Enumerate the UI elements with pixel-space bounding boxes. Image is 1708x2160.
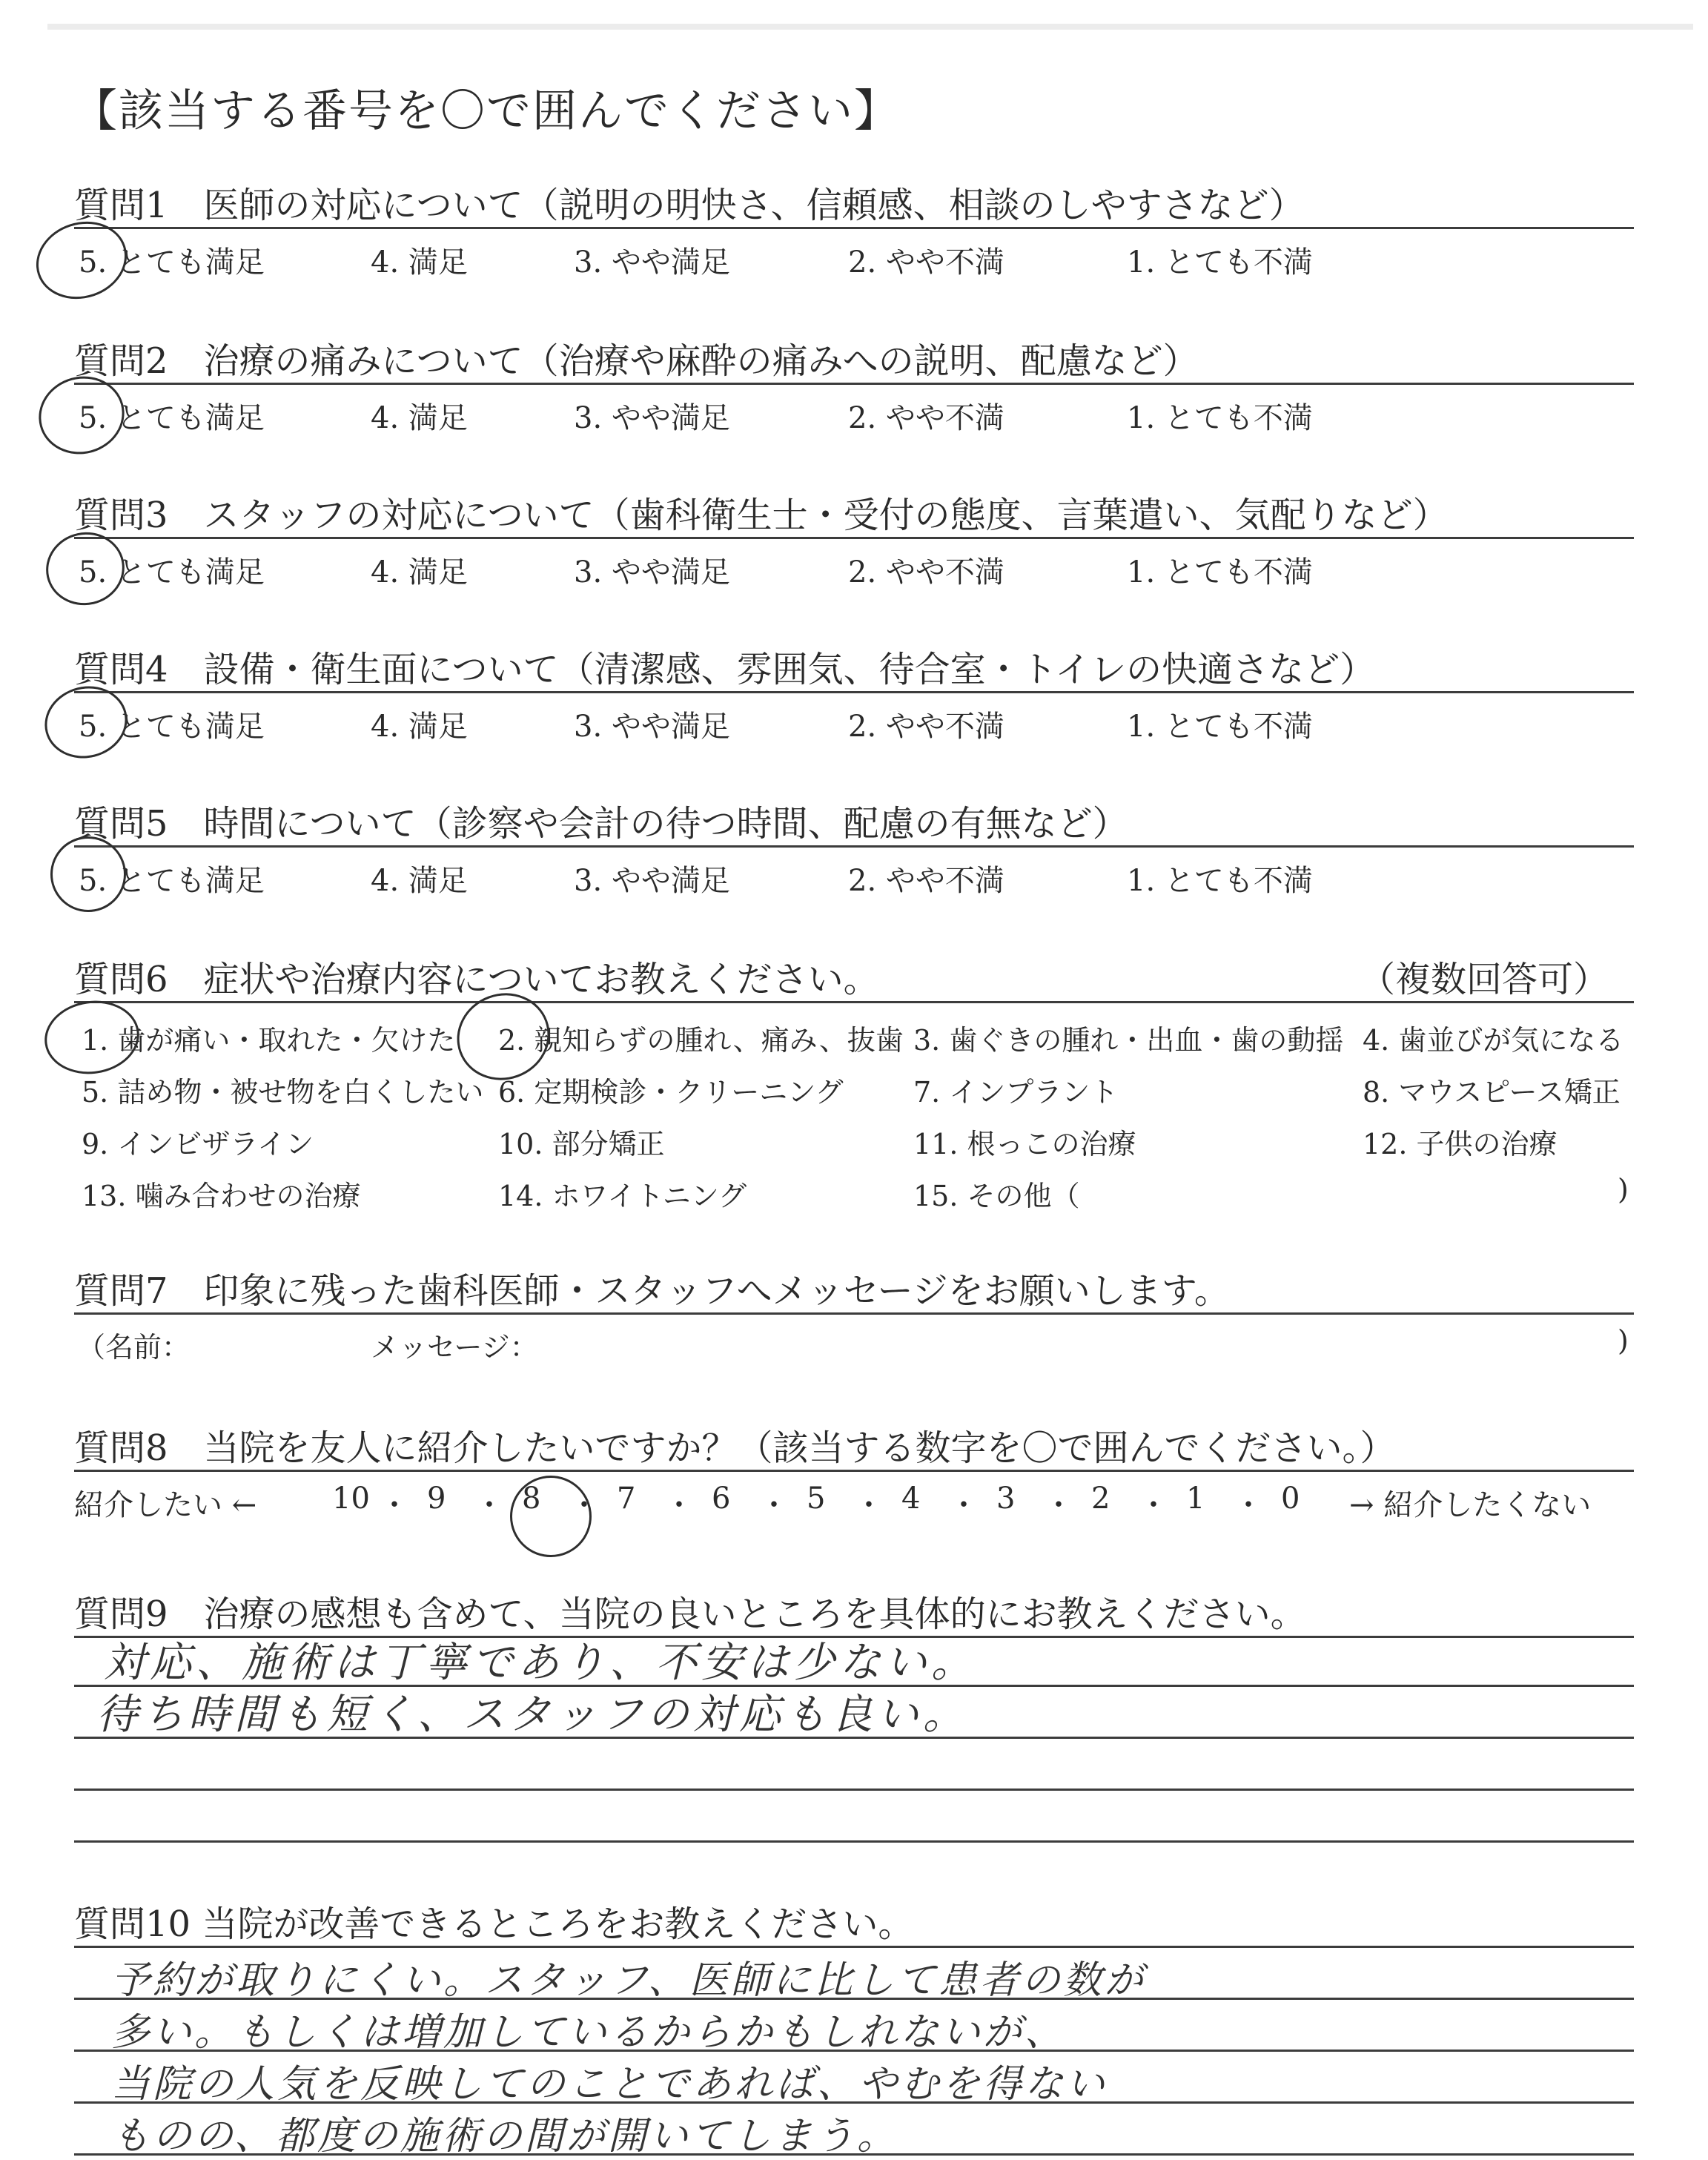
q8-scale-separator: ・ bbox=[474, 1488, 504, 1522]
q6-option-6[interactable]: 6. 定期検診・クリーニング bbox=[498, 1076, 844, 1109]
q8-scale-separator: ・ bbox=[759, 1488, 789, 1522]
q7-message-label: メッセージ： bbox=[371, 1331, 538, 1364]
q10-answer-line-4: ものの、都度の施術の間が開いてしまう。 bbox=[111, 2114, 898, 2159]
q8-scale-value[interactable]: 6 bbox=[712, 1482, 731, 1516]
question-7-rule bbox=[74, 1312, 1634, 1315]
q10-answer-line-2: 多い。もしくは増加しているからかもしれないが、 bbox=[111, 2010, 1067, 2055]
question-4-title: 質問4 設備・衛生面について（清潔感、雰囲気、待合室・トイレの快適さなど） bbox=[74, 649, 1376, 690]
q2-option-2[interactable]: 2. やや不満 bbox=[848, 401, 1004, 435]
question-8-rule bbox=[74, 1470, 1634, 1472]
q6-option-13[interactable]: 13. 噛み合わせの治療 bbox=[82, 1180, 361, 1212]
q8-scale-value[interactable]: 4 bbox=[901, 1482, 921, 1516]
q8-scale-separator: ・ bbox=[1139, 1488, 1168, 1522]
q7-close-paren: ) bbox=[1618, 1324, 1629, 1357]
question-1-title: 質問1 医師の対応について（説明の明快さ、信頼感、相談のしやすさなど） bbox=[74, 185, 1305, 226]
q8-right-label: → 紹介したくない bbox=[1349, 1488, 1592, 1522]
q6-option-11[interactable]: 11. 根っこの治療 bbox=[913, 1128, 1136, 1160]
q3-option-1[interactable]: 1. とても不満 bbox=[1127, 555, 1313, 589]
q6-option-5[interactable]: 5. 詰め物・被せ物を白くしたい bbox=[82, 1076, 484, 1109]
q8-scale-value[interactable]: 10 bbox=[332, 1482, 370, 1516]
question-2-title: 質問2 治療の痛みについて（治療や麻酔の痛みへの説明、配慮など） bbox=[74, 340, 1199, 382]
question-6-rule bbox=[74, 1001, 1634, 1003]
q6-option-1[interactable]: 1. 歯が痛い・取れた・欠けた bbox=[82, 1024, 456, 1057]
q1-option-3[interactable]: 3. やや満足 bbox=[574, 245, 730, 280]
q6-option-10[interactable]: 10. 部分矯正 bbox=[498, 1128, 665, 1160]
q2-option-3[interactable]: 3. やや満足 bbox=[574, 401, 730, 435]
question-9-line-4 bbox=[74, 1789, 1634, 1791]
instruction-heading: 【該当する番号を〇で囲んでください】 bbox=[73, 85, 900, 137]
q2-option-4[interactable]: 4. 満足 bbox=[371, 401, 468, 435]
q3-option-2[interactable]: 2. やや不満 bbox=[848, 555, 1004, 589]
question-9-title: 質問9 治療の感想も含めて、当院の良いところを具体的にお教えください。 bbox=[74, 1593, 1306, 1635]
question-6-title: 質問6 症状や治療内容についてお教えください。 bbox=[74, 959, 879, 1000]
q5-option-1[interactable]: 1. とても不満 bbox=[1127, 864, 1313, 898]
q8-scale-value[interactable]: 8 bbox=[522, 1482, 541, 1516]
scan-top-edge bbox=[47, 24, 1693, 30]
q1-option-2[interactable]: 2. やや不満 bbox=[848, 245, 1004, 280]
q4-option-1[interactable]: 1. とても不満 bbox=[1127, 710, 1313, 744]
q8-scale-separator: ・ bbox=[664, 1488, 694, 1522]
question-3-rule bbox=[74, 537, 1634, 539]
q6-option-2[interactable]: 2. 親知らずの腫れ、痛み、抜歯 bbox=[498, 1024, 904, 1057]
q9-answer-line-2: 待ち時間も短く、スタッフの対応も良い。 bbox=[96, 1691, 969, 1739]
q3-option-3[interactable]: 3. やや満足 bbox=[574, 555, 730, 589]
q1-option-4[interactable]: 4. 満足 bbox=[371, 245, 468, 280]
q5-option-2[interactable]: 2. やや不満 bbox=[848, 864, 1004, 898]
question-5-title: 質問5 時間について（診察や会計の待つ時間、配慮の有無など） bbox=[74, 803, 1128, 845]
q6-option-15[interactable]: 15. その他（ bbox=[913, 1180, 1080, 1212]
q8-scale-separator: ・ bbox=[854, 1488, 884, 1522]
q4-option-4[interactable]: 4. 満足 bbox=[371, 710, 468, 744]
q3-option-5[interactable]: 5. とても満足 bbox=[79, 555, 265, 589]
q6-option-8[interactable]: 8. マウスピース矯正 bbox=[1363, 1076, 1621, 1109]
q8-scale-separator: ・ bbox=[569, 1488, 599, 1522]
q8-scale-separator: ・ bbox=[380, 1488, 409, 1522]
q6-option-14[interactable]: 14. ホワイトニング bbox=[498, 1180, 747, 1212]
q8-scale-value[interactable]: 7 bbox=[617, 1482, 636, 1516]
q4-option-3[interactable]: 3. やや満足 bbox=[574, 710, 730, 744]
q8-scale-value[interactable]: 3 bbox=[996, 1482, 1016, 1516]
q6-option-12[interactable]: 12. 子供の治療 bbox=[1363, 1128, 1558, 1160]
q6-option-9[interactable]: 9. インビザライン bbox=[82, 1128, 314, 1160]
q8-scale-separator: ・ bbox=[1044, 1488, 1073, 1522]
q8-scale-separator: ・ bbox=[1234, 1488, 1263, 1522]
q4-option-5[interactable]: 5. とても満足 bbox=[79, 710, 265, 744]
q5-option-5[interactable]: 5. とても満足 bbox=[79, 864, 265, 898]
q3-option-4[interactable]: 4. 満足 bbox=[371, 555, 468, 589]
question-1-rule bbox=[74, 227, 1634, 229]
q8-scale-value[interactable]: 0 bbox=[1281, 1482, 1300, 1516]
q6-option-3[interactable]: 3. 歯ぐきの腫れ・出血・歯の動揺 bbox=[913, 1024, 1344, 1057]
question-6-multi-note: （複数回答可） bbox=[1360, 959, 1609, 1000]
question-10-line-1 bbox=[74, 1946, 1634, 1948]
q10-answer-line-3: 当院の人気を反映してのことであれば、やむを得ない bbox=[111, 2062, 1108, 2107]
q8-scale-value[interactable]: 5 bbox=[807, 1482, 826, 1516]
q6-option-4[interactable]: 4. 歯並びが気になる bbox=[1363, 1024, 1624, 1057]
question-9-line-5 bbox=[74, 1840, 1634, 1843]
question-8-title: 質問8 当院を友人に紹介したいですか？（該当する数字を〇で囲んでください。） bbox=[74, 1427, 1396, 1469]
q8-scale-separator: ・ bbox=[949, 1488, 979, 1522]
q1-option-5[interactable]: 5. とても満足 bbox=[79, 245, 265, 280]
q5-option-4[interactable]: 4. 満足 bbox=[371, 864, 468, 898]
q7-name-label: （名前： bbox=[77, 1331, 191, 1364]
q10-answer-line-1: 予約が取りにくい。スタッフ、医師に比して患者の数が bbox=[111, 1958, 1146, 2003]
question-3-title: 質問3 スタッフの対応について（歯科衛生士・受付の態度、言葉遣い、気配りなど） bbox=[74, 495, 1449, 536]
q8-left-label: 紹介したい ← bbox=[74, 1488, 257, 1522]
q6-option-7[interactable]: 7. インプラント bbox=[913, 1076, 1119, 1109]
q1-option-1[interactable]: 1. とても不満 bbox=[1127, 245, 1313, 280]
question-7-title: 質問7 印象に残った歯科医師・スタッフへメッセージをお願いします。 bbox=[74, 1270, 1230, 1312]
question-10-title: 質問10 当院が改善できるところをお教えください。 bbox=[74, 1903, 914, 1945]
q8-scale-value[interactable]: 9 bbox=[427, 1482, 446, 1516]
question-2-rule bbox=[74, 383, 1634, 385]
question-5-rule bbox=[74, 845, 1634, 848]
q8-scale-value[interactable]: 2 bbox=[1091, 1482, 1110, 1516]
q9-answer-line-1: 対応、施術は丁寧であり、不安は少ない。 bbox=[104, 1639, 977, 1687]
q6-option-15-close: ) bbox=[1618, 1173, 1629, 1206]
question-4-rule bbox=[74, 691, 1634, 693]
q5-option-3[interactable]: 3. やや満足 bbox=[574, 864, 730, 898]
q4-option-2[interactable]: 2. やや不満 bbox=[848, 710, 1004, 744]
q2-option-1[interactable]: 1. とても不満 bbox=[1127, 401, 1313, 435]
q6-answer-circle-1 bbox=[40, 995, 144, 1080]
q8-scale-value[interactable]: 1 bbox=[1186, 1482, 1205, 1516]
q2-option-5[interactable]: 5. とても満足 bbox=[79, 401, 265, 435]
